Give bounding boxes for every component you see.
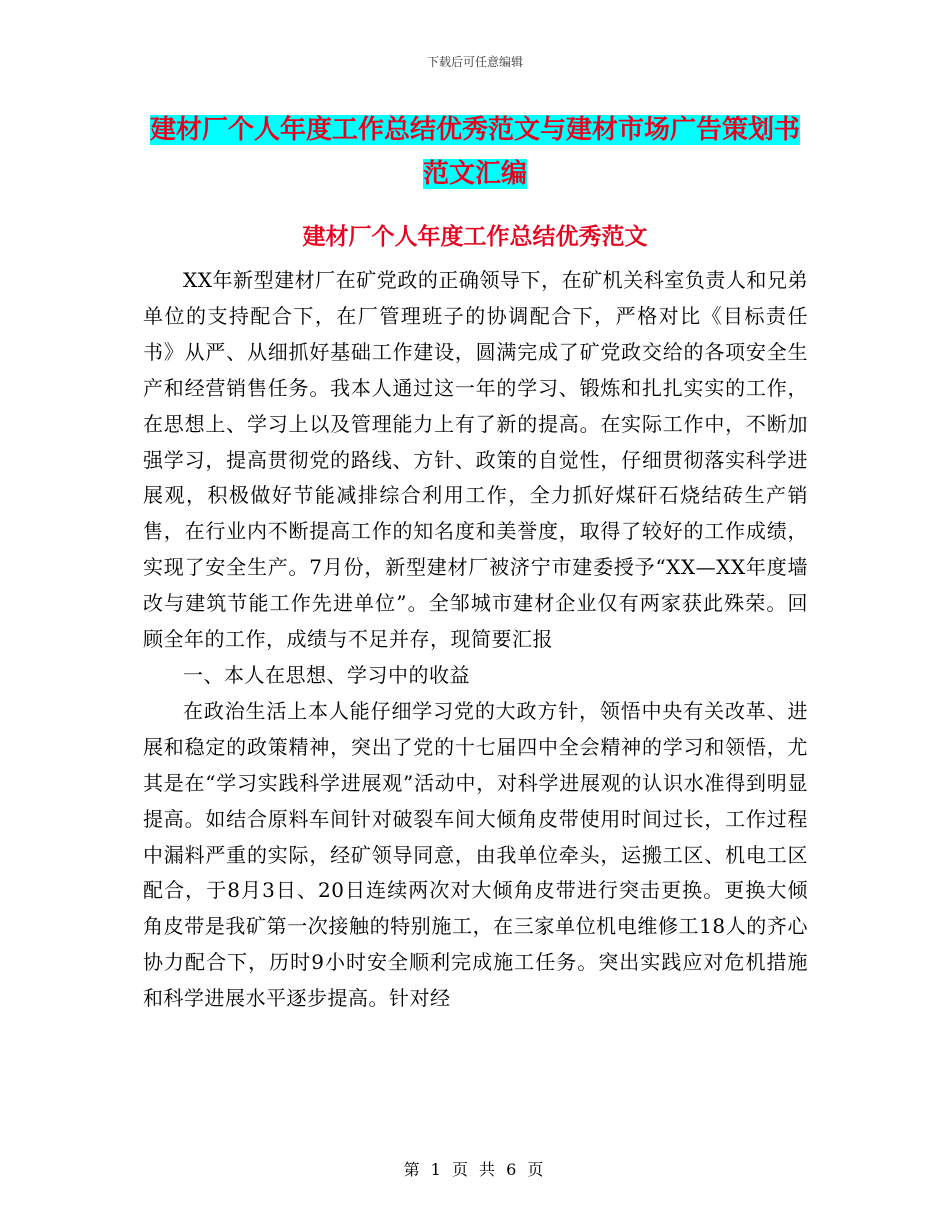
document-title-text: 建材厂个人年度工作总结优秀范文与建材市场广告策划书范文汇编 [149, 115, 800, 189]
paragraph-intro: XX年新型建材厂在矿党政的正确领导下，在矿机关科室负责人和兄弟单位的支持配合下，在厂管理班子的协调配合下，严格对比《目标责任书》从严、从细抓好基础工作建设，圆满完成了矿党政交给的各项安全生产和经营销售任务。我本人通过这一年的学习、锻炼和扎扎实实的工作，在思想上、学习上以及管理能力上有了新的提高。在实际工作中，不断加强学习，提高贯彻党的路线、方针、政策的自觉性，仔细贯彻落实科学进展观，积极做好节能减排综合利用工作，全力抓好煤矸石烧结砖生产销售，在行业内不断提高工作的知名度和美誉度，取得了较好的工作成绩，实现了安全生产。7月份，新型建材厂被济宁市建委授予“XX—XX年度墙改与建筑节能工作先进单位”。全邹城市建材企业仅有两家获此殊荣。回顾全年的工作，成绩与不足并存，现简要汇报 [143, 268, 808, 652]
paragraph-politics: 在政治生活上本人能仔细学习党的大政方针，领悟中央有关改革、进展和稳定的政策精神，突出了党的十七届四中全会精神的学习和领悟，尤其是在“学习实践科学进展观”活动中，对科学进展观的认识水准得到明显提高。如结合原料车间针对破裂车间大倾角皮带使用时间过长，工作过程中漏料严重的实际，经矿领导同意，由我单位牵头，运搬工区、机电工区配合，于8月3日、20日连续两次对大倾角皮带进行突击更换。更换大倾角皮带是我矿第一次接触的特别施工，在三家单位机电维修工18人的齐心协力配合下，历时9小时安全顺利完成施工任务。突出实践应对危机措施和科学进展水平逐步提高。针对经 [143, 698, 808, 1011]
document-title [145, 108, 805, 196]
header-note: 下载后可任意编辑 [426, 55, 523, 69]
paragraph-heading-1: 一、本人在思想、学习中的收益 [183, 662, 470, 687]
page-footer: 第 1 页 共 6 页 [403, 1160, 547, 1179]
section-title: 建材厂个人年度工作总结优秀范文 [302, 224, 648, 250]
body-text [143, 263, 808, 1017]
